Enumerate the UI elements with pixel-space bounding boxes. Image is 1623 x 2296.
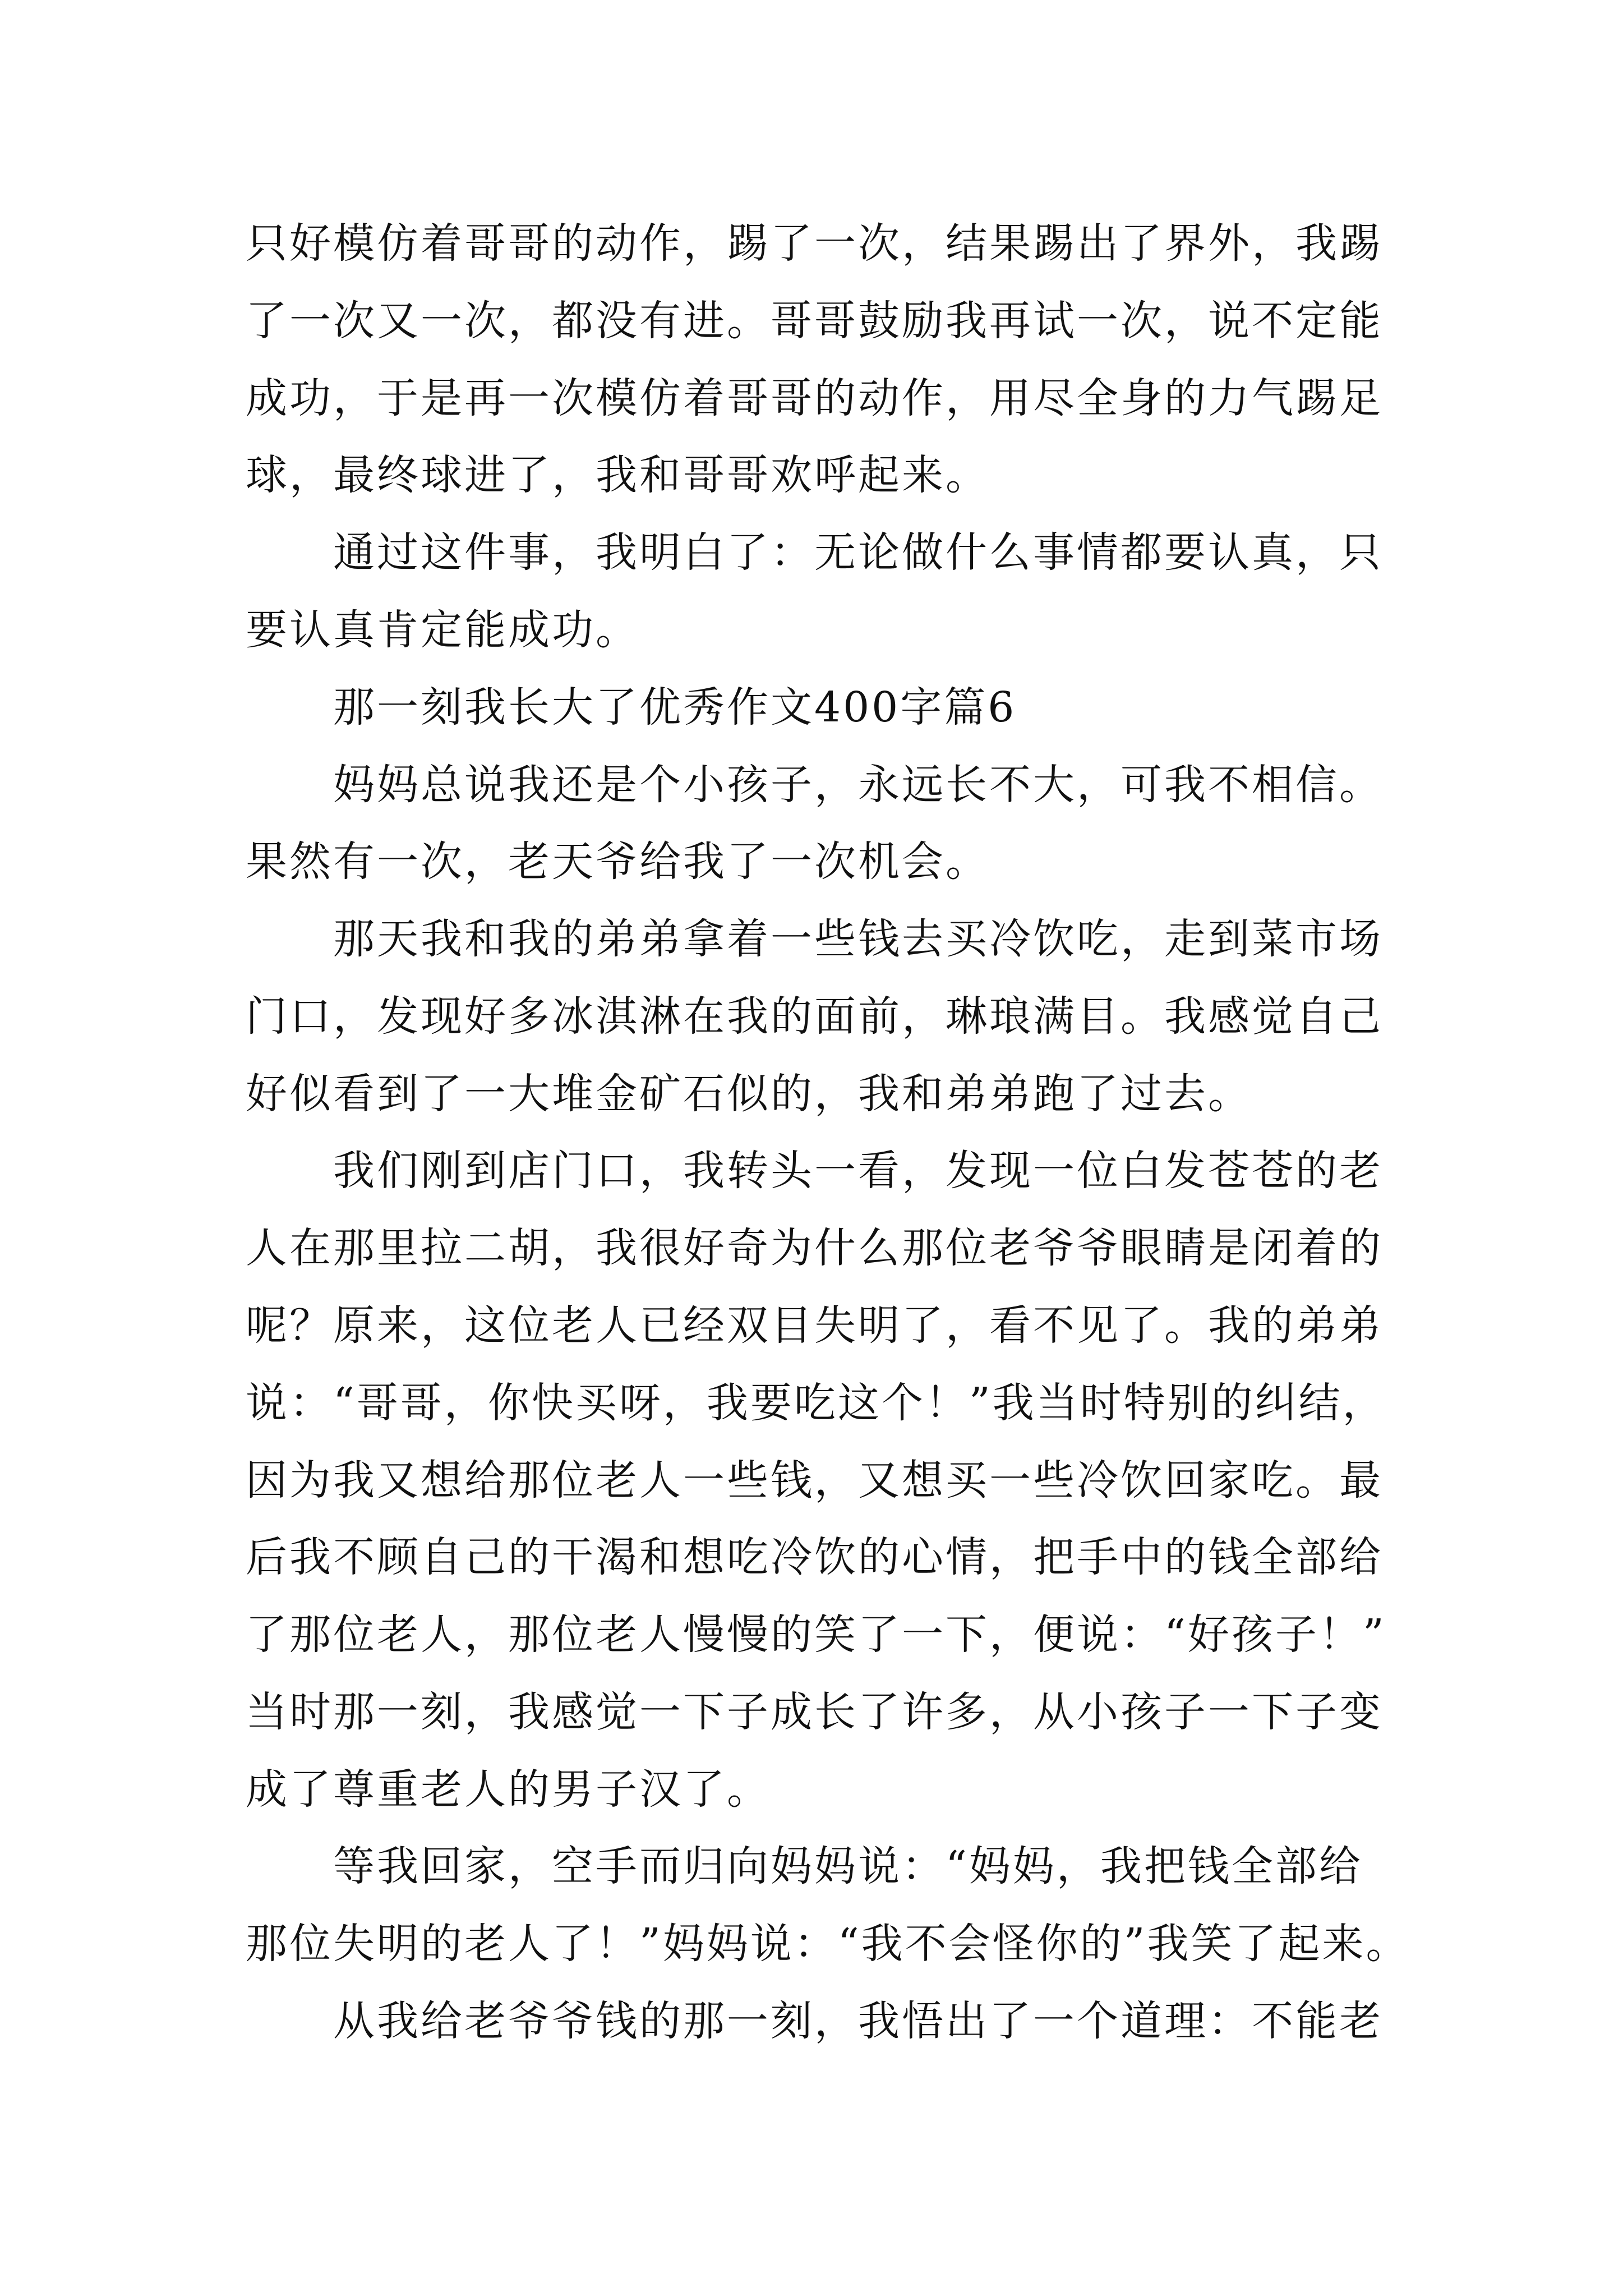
text-line: 了那位老人，那位老人慢慢的笑了一下，便说：“好孩子！”: [246, 1611, 1386, 1659]
text-line: 因为我又想给那位老人一些钱，又想买一些冷饮回家吃。最: [246, 1456, 1383, 1504]
text-line: 成了尊重老人的男子汉了。: [246, 1765, 771, 1814]
text-line: 后我不顾自己的干渴和想吃冷饮的心情，把手中的钱全部给: [246, 1533, 1383, 1581]
section-heading: 那一刻我长大了优秀作文400字篇6: [246, 683, 1017, 731]
text-line: 只好模仿着哥哥的动作，踢了一次，结果踢出了界外，我踢: [246, 219, 1383, 268]
text-line: 门口，发现好多冰淇淋在我的面前，琳琅满目。我感觉自己: [246, 992, 1383, 1041]
text-line: 好似看到了一大堆金矿石似的，我和弟弟跑了过去。: [246, 1070, 1252, 1118]
text-line: 通过这件事，我明白了：无论做什么事情都要认真，只: [246, 528, 1383, 577]
text-line: 等我回家，空手而归向妈妈说：“妈妈，我把钱全部给: [246, 1842, 1363, 1890]
text-line: 说：“哥哥，你快买呀，我要吃这个！”我当时特别的纠结，: [246, 1379, 1386, 1427]
text-line: 从我给老爷爷钱的那一刻，我悟出了一个道理：不能老: [246, 1997, 1383, 2045]
text-line: 人在那里拉二胡，我很好奇为什么那位老爷爷眼睛是闭着的: [246, 1224, 1383, 1272]
text-line: 成功，于是再一次模仿着哥哥的动作，用尽全身的力气踢足: [246, 374, 1383, 422]
text-line: 当时那一刻，我感觉一下子成长了许多，从小孩子一下子变: [246, 1688, 1383, 1736]
text-line: 果然有一次，老天爷给我了一次机会。: [246, 838, 989, 886]
text-line: 要认真肯定能成功。: [246, 606, 639, 654]
text-line: 我们刚到店门口，我转头一看，发现一位白发苍苍的老: [246, 1147, 1383, 1195]
text-line: 那位失明的老人了！”妈妈说：“我不会怪你的”我笑了起来。: [246, 1920, 1410, 1968]
text-line: 妈妈总说我还是个小孩子，永远长不大，可我不相信。: [246, 761, 1383, 809]
text-line: 了一次又一次，都没有进。哥哥鼓励我再试一次，说不定能: [246, 297, 1383, 345]
text-line: 那天我和我的弟弟拿着一些钱去买冷饮吃，走到菜市场: [246, 915, 1383, 963]
text-line: 球，最终球进了，我和哥哥欢呼起来。: [246, 451, 989, 499]
text-line: 呢？原来，这位老人已经双目失明了，看不见了。我的弟弟: [246, 1301, 1383, 1350]
